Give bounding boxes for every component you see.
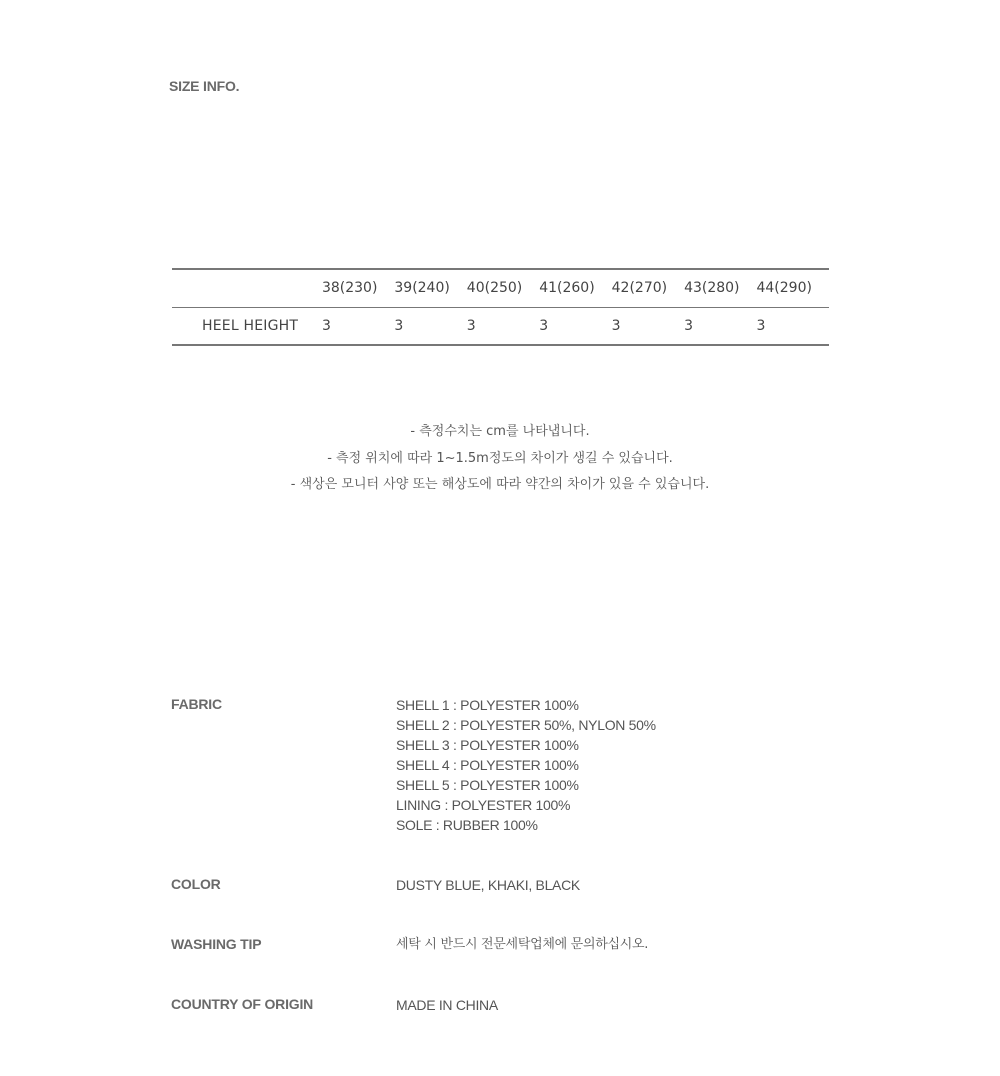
table-cell: 3 — [611, 317, 621, 334]
size-header: 41(260) — [539, 280, 595, 297]
fabric-line: SHELL 1 : POLYESTER 100% — [396, 697, 579, 713]
spec-values-color — [396, 876, 796, 896]
table-cell: 3 — [684, 317, 693, 334]
table-cell: 3 — [394, 317, 404, 334]
table-cell: 3 — [539, 317, 549, 334]
table-row — [172, 307, 829, 345]
fabric-line: SHELL 5 : POLYESTER 100% — [396, 777, 579, 793]
size-header: 39(240) — [394, 280, 450, 297]
row-label-heel-height: HEEL HEIGHT — [202, 317, 299, 334]
size-header: 38(230) — [321, 280, 378, 297]
section-title: SIZE INFO. — [169, 78, 240, 94]
size-table — [172, 268, 829, 346]
size-header-row — [172, 269, 829, 307]
origin-value: MADE IN CHINA — [396, 997, 498, 1013]
fabric-line: LINING : POLYESTER 100% — [396, 797, 571, 813]
size-header: 43(280) — [684, 280, 740, 297]
header-empty-cell — [172, 269, 322, 307]
color-value: DUSTY BLUE, KHAKI, BLACK — [396, 877, 580, 893]
spec-label-fabric: FABRIC — [171, 696, 222, 712]
washing-value: 세탁 시 반드시 전문세탁업체에 문의하십시오. — [396, 937, 649, 952]
spec-label-color: COLOR — [171, 876, 221, 892]
table-cell: 3 — [321, 317, 331, 334]
note-line: - 측정수치는 cm를 나타냅니다. — [410, 424, 590, 439]
measurement-notes — [0, 419, 1000, 499]
size-header: 40(250) — [466, 280, 523, 297]
fabric-line: SHELL 3 : POLYESTER 100% — [396, 737, 579, 753]
spec-values-fabric — [396, 696, 796, 836]
spec-values-country-of-origin — [396, 996, 796, 1016]
note-line: - 색상은 모니터 사양 또는 해상도에 따라 약간의 차이가 있을 수 있습니다. — [290, 477, 710, 492]
spec-values-washing-tip — [396, 936, 796, 956]
spec-label-washing-tip: WASHING TIP — [171, 936, 262, 952]
note-line: - 측정 위치에 따라 1~1.5m정도의 차이가 생길 수 있습니다. — [327, 450, 673, 466]
table-cell: 3 — [756, 317, 766, 334]
size-header: 42(270) — [611, 280, 668, 297]
table-cell: 3 — [466, 317, 476, 334]
size-header: 44(290) — [756, 280, 812, 297]
fabric-line: SHELL 2 : POLYESTER 50%, NYLON 50% — [396, 717, 656, 733]
fabric-line: SOLE : RUBBER 100% — [396, 817, 538, 833]
spec-label-country-of-origin: COUNTRY OF ORIGIN — [171, 996, 314, 1012]
fabric-line: SHELL 4 : POLYESTER 100% — [396, 757, 579, 773]
